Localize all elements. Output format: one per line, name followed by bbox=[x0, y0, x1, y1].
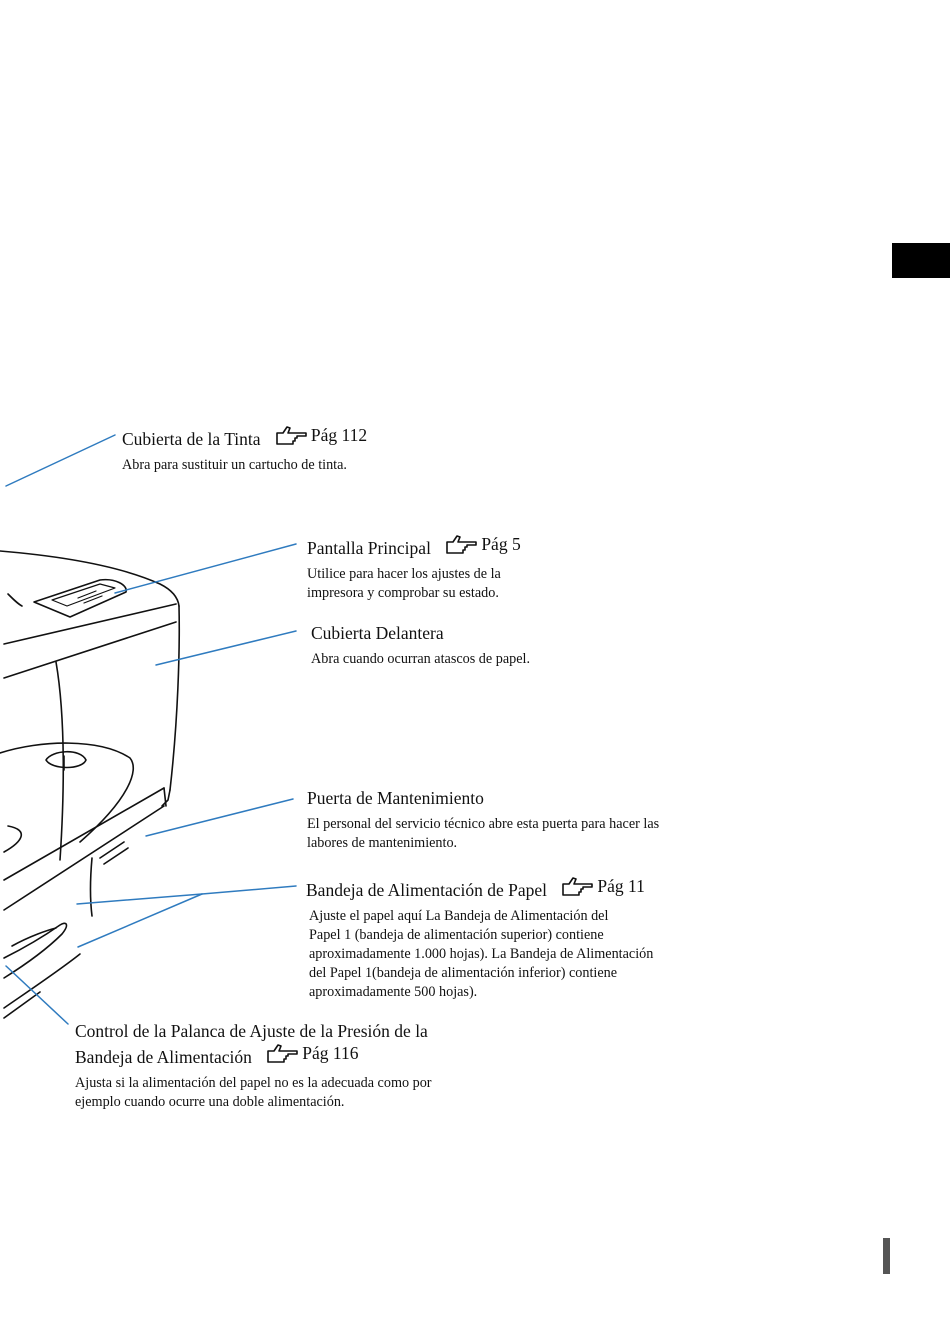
pointing-hand-icon bbox=[275, 425, 309, 445]
maintenance-door-description bbox=[307, 815, 659, 853]
callout-front-cover bbox=[311, 622, 530, 669]
maintenance-door-desc-line: labores de mantenimiento. bbox=[307, 835, 458, 851]
paper-tray-description bbox=[309, 907, 653, 1002]
pointing-hand-icon bbox=[445, 534, 479, 554]
leader-maintenance-door bbox=[146, 799, 293, 836]
front-handle bbox=[0, 743, 133, 842]
ink-cover-title-row bbox=[122, 424, 367, 450]
main-display-desc-line: Utilice para hacer los ajustes de la bbox=[307, 566, 501, 582]
paper-tray-upper bbox=[4, 923, 66, 978]
paper-tray-page-ref bbox=[561, 875, 644, 897]
pointing-hand-icon bbox=[561, 876, 595, 896]
printer-right-edge bbox=[170, 606, 179, 790]
pressure-lever-title-row bbox=[75, 1042, 432, 1068]
pressure-lever-desc-line: Ajusta si la alimentación del papel no es la adecuada como por bbox=[75, 1075, 432, 1091]
leader-main-display bbox=[115, 544, 296, 593]
main-display-title: Pantalla Principal bbox=[307, 538, 431, 558]
paper-tray-title-row bbox=[306, 875, 653, 901]
paper-tray-title: Bandeja de Alimentación de Papel bbox=[306, 880, 548, 900]
leader-ink-cover bbox=[6, 435, 115, 486]
callout-maintenance-door bbox=[307, 787, 659, 853]
front-cover-seam bbox=[56, 662, 63, 860]
page-edge-bar bbox=[883, 1238, 890, 1274]
callout-paper-tray bbox=[306, 875, 653, 1002]
pressure-lever-title-line-1: Control de la Palanca de Ajuste de la Presión de la bbox=[75, 1021, 428, 1041]
main-display-page-ref bbox=[445, 533, 520, 555]
main-display-description bbox=[307, 565, 521, 603]
callout-main-display bbox=[307, 533, 521, 603]
maintenance-door-title: Puerta de Mantenimiento bbox=[307, 788, 484, 808]
paper-tray-desc-line: Ajuste el papel aquí La Bandeja de Alimentación del bbox=[309, 908, 609, 924]
main-display-desc-line: impresora y comprobar su estado. bbox=[307, 585, 499, 601]
front-cover-desc-line: Abra cuando ocurran atascos de papel. bbox=[311, 651, 531, 667]
pressure-lever-description bbox=[75, 1074, 432, 1112]
main-display-page-number: Pág 5 bbox=[481, 534, 521, 554]
front-cover-band bbox=[4, 622, 176, 678]
pressure-lever-title-line-2: Bandeja de Alimentación bbox=[75, 1047, 252, 1067]
maintenance-door-top bbox=[4, 788, 164, 880]
front-cover-description bbox=[311, 650, 530, 669]
ink-cover-description bbox=[122, 456, 367, 475]
printer-top-fold bbox=[8, 594, 22, 606]
pressure-lever-desc-line: ejemplo cuando ocurre una doble alimentación. bbox=[75, 1094, 345, 1110]
callout-pressure-lever bbox=[75, 1020, 432, 1112]
ink-cover-page-ref bbox=[275, 424, 367, 446]
paper-tray-desc-line: aproximadamente 500 hojas). bbox=[309, 984, 478, 1000]
callout-ink-cover bbox=[122, 424, 367, 475]
main-display-title-row bbox=[307, 533, 521, 559]
maintenance-door-bottom bbox=[4, 806, 164, 910]
leader-front-cover bbox=[156, 631, 296, 665]
pressure-lever-page-ref bbox=[266, 1042, 358, 1064]
leader-paper-tray bbox=[202, 886, 296, 894]
display-panel-outline bbox=[34, 580, 126, 617]
pressure-lever-page-number: Pág 116 bbox=[302, 1043, 359, 1063]
section-tab-marker bbox=[892, 243, 950, 278]
pointing-hand-icon bbox=[266, 1043, 300, 1063]
maintenance-door-desc-line: El personal del servicio técnico abre esta puerta para hacer las bbox=[307, 816, 660, 832]
paper-tray-page-number: Pág 11 bbox=[597, 876, 645, 896]
leader-pressure-lever bbox=[6, 966, 68, 1024]
paper-tray-desc-line: Papel 1 (bandeja de alimentación superior) contiene bbox=[309, 927, 604, 943]
ink-cover-title: Cubierta de la Tinta bbox=[122, 429, 261, 449]
front-cover-title: Cubierta Delantera bbox=[311, 623, 444, 643]
paper-tray-desc-line: aproximadamente 1.000 hojas). La Bandeja de Alimentación bbox=[309, 946, 654, 962]
ink-cover-page-number: Pág 112 bbox=[310, 425, 368, 445]
front-cover-top bbox=[4, 604, 176, 644]
paper-tray-desc-line: del Papel 1(bandeja de alimentación inferior) contiene bbox=[309, 965, 618, 981]
ink-cover-desc-line: Abra para sustituir un cartucho de tinta. bbox=[122, 457, 347, 473]
